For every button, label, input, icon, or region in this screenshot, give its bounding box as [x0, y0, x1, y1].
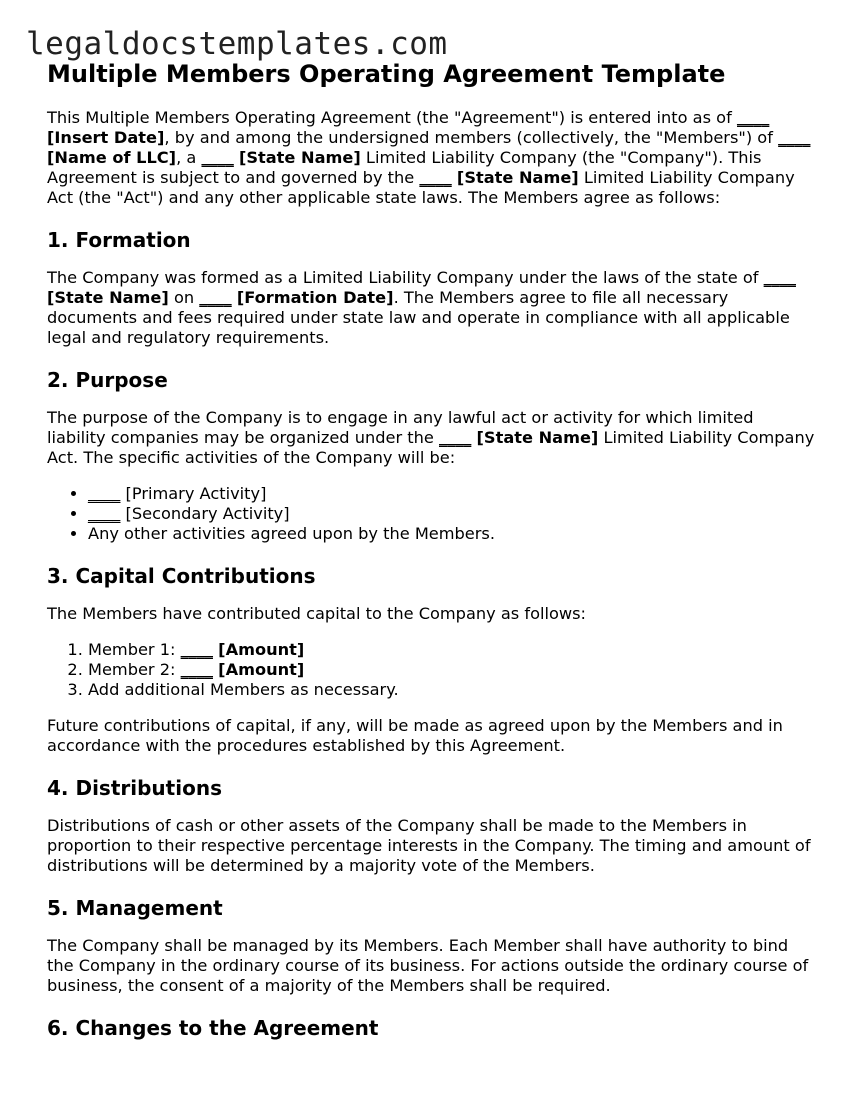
- capital-intro: The Members have contributed capital to the Company as follows:: [47, 604, 586, 623]
- member-2-label: Member 2:: [88, 660, 176, 679]
- placeholder-state-name: [State Name]: [456, 168, 579, 187]
- list-item: [88, 504, 817, 524]
- document-page: [47, 58, 817, 1040]
- blank-line: ____: [419, 168, 452, 187]
- section-heading-management: 5. Management: [47, 896, 223, 920]
- site-watermark: legaldocstemplates.com: [26, 26, 448, 62]
- intro-text-5: Limited Liability Company Act (the "Act") and any other applicable state laws. The Members agree as follows:: [47, 168, 795, 207]
- section-heading-formation: 1. Formation: [47, 228, 191, 252]
- blank-line: ____: [180, 640, 214, 659]
- activity-primary: [Primary Activity]: [125, 484, 267, 503]
- section-heading-capital: 3. Capital Contributions: [47, 564, 316, 588]
- capital-future-paragraph: Future contributions of capital, if any, will be made as agreed upon by the Members and in accordance with the procedures established by this Agreement.: [47, 716, 783, 755]
- placeholder-insert-date: [Insert Date]: [47, 128, 165, 147]
- list-item: [88, 660, 817, 680]
- blank-line: ____: [88, 504, 121, 523]
- blank-line: ____: [736, 108, 770, 127]
- blank-line: ____: [199, 288, 232, 307]
- blank-line: ____: [778, 128, 811, 147]
- distributions-paragraph: Distributions of cash or other assets of the Company shall be made to the Members in proportion to their respective percentage interests in the Company. The timing and amount of distributions will be determined by a majority vote of the Members.: [47, 816, 811, 875]
- purpose-paragraph: [47, 408, 817, 468]
- section-heading-purpose: 2. Purpose: [47, 368, 168, 392]
- management-paragraph: The Company shall be managed by its Members. Each Member shall have authority to bind the Company in the ordinary course of its business. For actions outside the ordinary course of business, the consent of a majority of the Members shall be required.: [47, 936, 809, 995]
- formation-text-3: . The Members agree to file all necessary documents and fees required under state law and operate in compliance with all applicable legal and regulatory requirements.: [47, 288, 790, 347]
- list-item: [88, 680, 817, 700]
- member-additional: Add additional Members as necessary.: [88, 680, 399, 699]
- blank-line: ____: [763, 268, 797, 287]
- formation-text-1: The Company was formed as a Limited Liability Company under the laws of the state of: [47, 268, 759, 287]
- activities-list: [47, 484, 817, 544]
- member-1-label: Member 1:: [88, 640, 176, 659]
- formation-paragraph: [47, 268, 817, 348]
- blank-line: ____: [201, 148, 234, 167]
- activity-secondary: [Secondary Activity]: [125, 504, 290, 523]
- placeholder-state-name: [State Name]: [476, 428, 599, 447]
- placeholder-amount: [Amount]: [218, 660, 305, 679]
- placeholder-state-name: [State Name]: [238, 148, 361, 167]
- document-title: Multiple Members Operating Agreement Template: [47, 60, 726, 88]
- formation-text-2: on: [173, 288, 195, 307]
- members-list: [47, 640, 817, 700]
- blank-line: ____: [439, 428, 472, 447]
- section-heading-changes: 6. Changes to the Agreement: [47, 1016, 379, 1040]
- intro-text-3: , a: [176, 148, 197, 167]
- list-item: [88, 640, 817, 660]
- activity-other: Any other activities agreed upon by the Members.: [88, 524, 496, 543]
- placeholder-amount: [Amount]: [218, 640, 305, 659]
- intro-text-2: , by and among the undersigned members (collectively, the "Members") of: [164, 128, 773, 147]
- placeholder-llc-name: [Name of LLC]: [47, 148, 177, 167]
- list-item: [88, 524, 817, 544]
- intro-text-1: This Multiple Members Operating Agreement (the "Agreement") is entered into as of: [47, 108, 732, 127]
- blank-line: ____: [88, 484, 121, 503]
- intro-paragraph: [47, 108, 817, 208]
- placeholder-state-name: [State Name]: [47, 288, 169, 307]
- purpose-text-1: The purpose of the Company is to engage in any lawful act or activity for which limited liability companies may be organized under the: [47, 408, 754, 447]
- placeholder-formation-date: [Formation Date]: [236, 288, 394, 307]
- section-heading-distributions: 4. Distributions: [47, 776, 222, 800]
- blank-line: ____: [180, 660, 214, 679]
- intro-text-4: Limited Liability Company (the "Company"). This Agreement is subject to and governed by the: [47, 148, 762, 187]
- purpose-text-2: Limited Liability Company Act. The specific activities of the Company will be:: [47, 428, 815, 467]
- list-item: [88, 484, 817, 504]
